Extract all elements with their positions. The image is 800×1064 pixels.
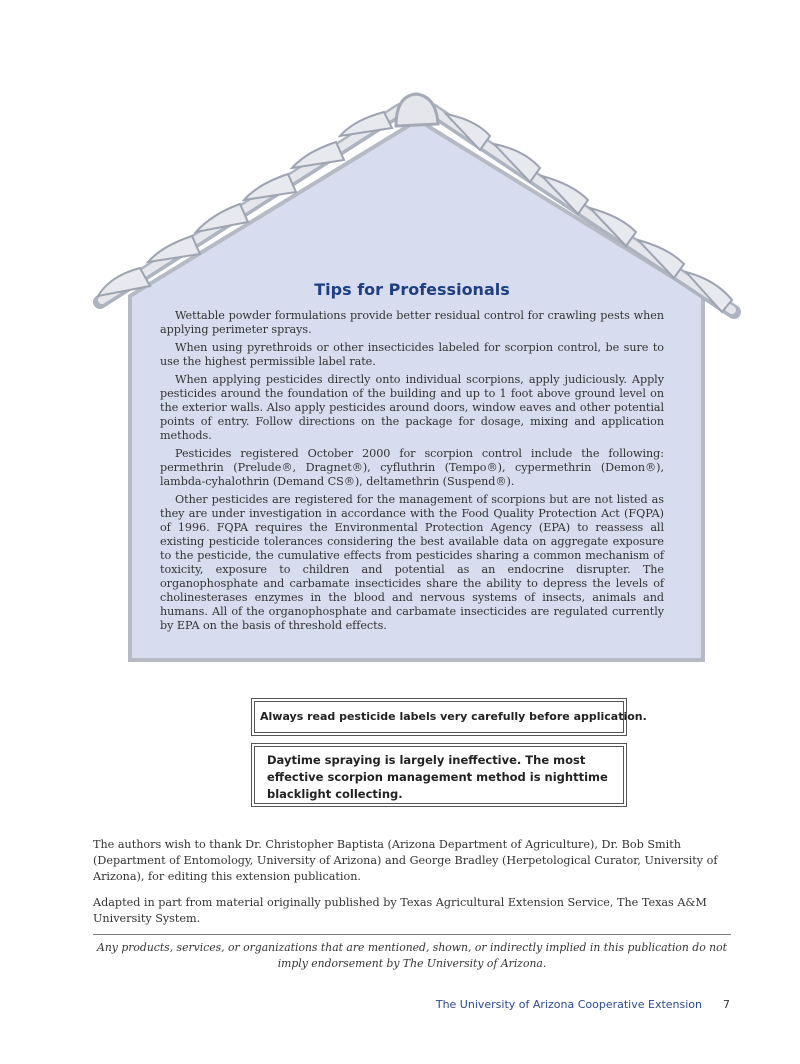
pesticide-label-note-text: Always read pesticide labels very carefully before application. <box>260 710 647 723</box>
tip-paragraph: When using pyrethroids or other insecticides labeled for scorpion control, be sure to use the highest permissible label rate. <box>160 341 664 368</box>
adapted-paragraph: Adapted in part from material originally published by Texas Agricultural Extension Service, The Texas A&M University System. <box>93 896 707 925</box>
pesticide-label-note <box>254 701 647 733</box>
tips-for-professionals <box>160 280 664 637</box>
roof-ridge <box>396 94 438 126</box>
publisher-name: The University of Arizona Cooperative Extension <box>435 998 702 1011</box>
daytime-spraying-note-text: Daytime spraying is largely ineffective. The most effective scorpion management method is nighttime blacklight collecting. <box>267 753 608 801</box>
thanks-paragraph: The authors wish to thank Dr. Christopher Baptista (Arizona Department of Agriculture), Dr. Bob Smith (Department of Entomology, University of Arizona) and George Bradley (Herpetological Curator, University of Arizona), for editing this extension publication. <box>93 838 718 883</box>
tip-paragraph: Pesticides registered October 2000 for scorpion control include the following: permethrin (Prelude®, Dragnet®), cyfluthrin (Tempo®), cypermethrin (Demon®), lambda-cyhalothrin (Demand CS®), deltamethrin (Suspend®). <box>160 447 664 488</box>
divider <box>93 934 731 935</box>
page-number: 7 <box>723 998 730 1011</box>
disclaimer: Any products, services, or organizations that are mentioned, shown, or indirectly implied in this publication do not imply endorsement by The University of Arizona. <box>97 941 727 970</box>
daytime-spraying-note <box>254 746 624 804</box>
tip-paragraph: Other pesticides are registered for the management of scorpions but are not listed as they are under investigation in accordance with the Food Quality Protection Act (FQPA) of 1996. FQPA requires the Environmental Protection Agency (EPA) to reassess all existing pesticide tolerances considering the best available data on aggregate exposure to the pesticide, the cumulative effects from pesticides sharing a common mechanism of toxicity, exposure to children and potential as an endocrine disrupter. The organophosphate and carbamate insecticides share the ability to depress the levels of cholinesterases enzymes in the blood and nervous systems of insects, animals and humans. All of the organophosphate and carbamate insecticides are regulated currently by EPA on the basis of threshold effects. <box>160 493 664 632</box>
acknowledgments <box>93 837 733 937</box>
tip-paragraph: When applying pesticides directly onto individual scorpions, apply judiciously. Apply pesticides around the foundation of the building and up to 1 foot above ground level on the exterior walls. Also apply pesticides around doors, window eaves and other potential points of entry. Follow directions on the package for dosage, mixing and application methods. <box>160 373 664 442</box>
tip-paragraph: Wettable powder formulations provide better residual control for crawling pests when applying perimeter sprays. <box>160 309 664 336</box>
tips-title: Tips for Professionals <box>314 280 510 299</box>
page-footer <box>380 998 730 1011</box>
